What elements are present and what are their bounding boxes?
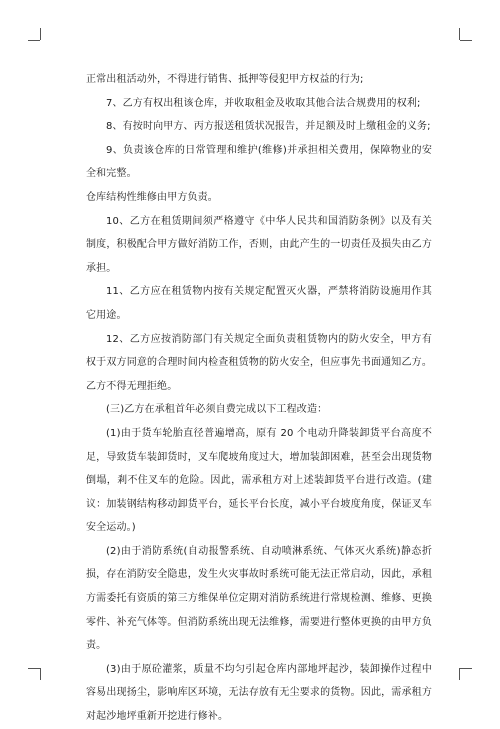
paragraph: (3)由于原砼灌浆，质量不均匀引起仓库内部地坪起沙，装卸操作过程中容易出现扬尘，影响库区环境，无法存放有无尘要求的货物。因此，需承租方对起沙地坪重新开挖进行修补。 — [86, 663, 432, 723]
crop-mark-top-right-h — [460, 40, 472, 41]
crop-mark-top-left-h — [28, 40, 40, 41]
paragraph: 12、乙方应按消防部门有关规定全面负责租赁物内的防火安全，甲方有权于双方同意的合理时间内检查租赁物的防火安全，但应事先书面通知乙方。乙方不得无理拒绝。 — [86, 333, 432, 392]
paragraph: 8、有按时向甲方、丙方报送租赁状况报告，并足额及时上缴租金的义务; — [106, 121, 431, 133]
crop-mark-bottom-right-v — [459, 668, 460, 680]
crop-mark-top-left-v — [40, 28, 41, 40]
paragraph: 11、乙方应在租赁物内按有关规定配置灭火器，严禁将消防设施用作其它用途。 — [86, 286, 432, 321]
paragraph: 正常出租活动外，不得进行销售、抵押等侵犯甲方权益的行为; — [86, 74, 364, 85]
crop-mark-bottom-right-h — [460, 668, 472, 669]
paragraph: (三)乙方在承租首年必须自费完成以下工程改造： — [106, 404, 328, 416]
paragraph: (1)由于货车轮胎直径普遍增高，原有 20 个电动升降装卸货平台高度不足，导致货车装卸货时，叉车爬坡角度过大，增加装卸困难，甚至会出现货物倒塌，剎不住叉车的危险。因此，需承租方对上述装卸货平台进行改造。(建议：加装钢结构移动卸货平台，延长平台长度，减小平台坡度角度，保证叉车安全运动。) — [86, 427, 432, 534]
paragraph: 9、负责该仓库的日常管理和维护(维修)并承担相关费用，保障物业的安全和完整。 — [86, 144, 432, 180]
paragraph: (2)由于消防系统(自动报警系统、自动喷淋系统、气体灭火系统)静态折损，存在消防安全隐患，发生火灾事故时系统可能无法正常启动，因此，承租方需委托有资质的第三方维保单位定期对消防系统进行常规检测、维修、更换零件、补充气体等。但消防系统出现无法维修，需要进行整体更换的由甲方负责。 — [86, 545, 432, 652]
crop-mark-bottom-left-h — [28, 668, 40, 669]
document-body — [86, 68, 432, 729]
paragraph: 7、乙方有权出租该仓库，并收取租金及收取其他合法合规费用的权利; — [106, 97, 421, 109]
crop-mark-bottom-left-v — [40, 668, 41, 680]
paragraph: 仓库结构性维修由甲方负责。 — [86, 191, 218, 203]
crop-mark-top-right-v — [459, 28, 460, 40]
paragraph: 10、乙方在租赁期间须严格遵守《中华人民共和国消防条例》以及有关制度，积极配合甲方做好消防工作，否则，由此产生的一切责任及损失由乙方承担。 — [86, 215, 432, 274]
